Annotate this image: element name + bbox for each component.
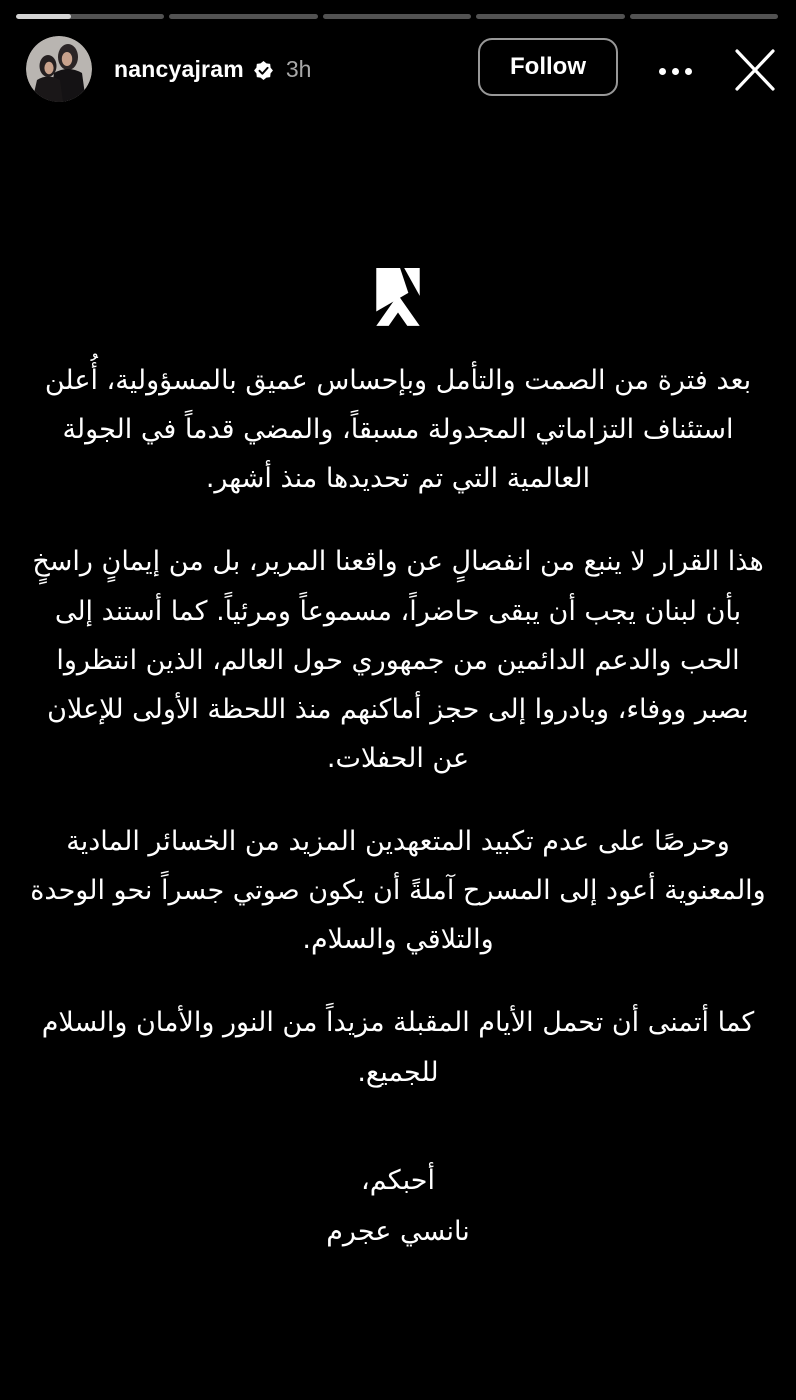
- nancy-ajram-monogram-icon: [375, 268, 421, 328]
- story-progress-bar: [16, 14, 778, 19]
- progress-segment: [323, 14, 471, 19]
- profile-photo-icon: [26, 36, 92, 102]
- progress-segment: [169, 14, 317, 19]
- signature-greeting: أحبكم،: [361, 1164, 435, 1196]
- story-logo: [375, 268, 421, 333]
- progress-segment: [476, 14, 624, 19]
- follow-button[interactable]: Follow: [478, 38, 618, 96]
- signature-name: نانسي عجرم: [326, 1215, 470, 1247]
- progress-segment: [16, 14, 164, 19]
- verified-badge-icon: [253, 60, 274, 81]
- progress-segment: [630, 14, 778, 19]
- signature: [30, 1155, 766, 1258]
- avatar[interactable]: [26, 36, 92, 102]
- statement-paragraph: وحرصًا على عدم تكبيد المتعهدين المزيد من الخسائر المادية والمعنوية أعود إلى المسرح آملةً أن يكون صوتي جسراً نحو الوحدة والتلاقي والسلام.: [30, 826, 766, 956]
- story-header: [26, 36, 778, 106]
- statement-paragraph: كما أتمنى أن تحمل الأيام المقبلة مزيداً من النور والأمان والسلام للجميع.: [41, 1007, 755, 1088]
- name-row: [114, 36, 311, 102]
- more-options-button[interactable]: [655, 63, 695, 79]
- statement-text: [30, 356, 766, 1257]
- timestamp: 3h: [285, 55, 312, 82]
- statement-paragraph: بعد فترة من الصمت والتأمل وبإحساس عميق بالمسؤولية، أُعلن استئناف التزاماتي المجدولة مسبقاً، والمضي قدماً في الجولة العالمية التي تم تحديدها منذ أشهر.: [44, 365, 752, 495]
- close-button[interactable]: [731, 46, 779, 94]
- username[interactable]: nancyajram: [114, 55, 244, 82]
- three-dots-icon: [659, 68, 666, 75]
- x-close-icon: [732, 47, 778, 93]
- statement-paragraph: هذا القرار لا ينبع من انفصالٍ عن واقعنا المرير، بل من إيمانٍ راسخٍ بأن لبنان يجب أن يبقى حاضراً، مسموعاً ومرئياً. كما أستند إلى الحب والدعم الدائمين من جمهوري حول العالم، الذين انتظروا بصبر ووفاء، وبادروا إلى حجز أماكنهم منذ اللحظة الأولى للإعلان عن الحفلات.: [32, 546, 764, 774]
